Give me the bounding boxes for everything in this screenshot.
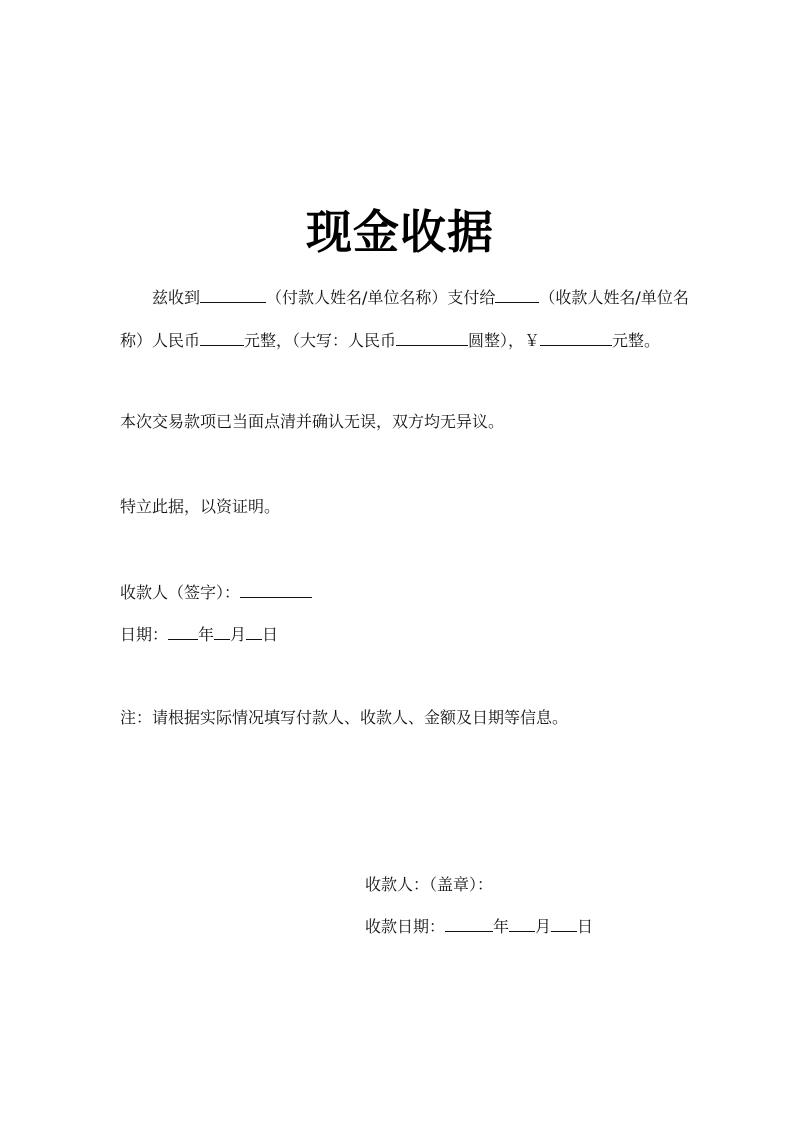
day-blank <box>246 622 262 640</box>
payee-hint-tail: 称）人民币 <box>120 331 201 350</box>
year-blank <box>168 622 198 640</box>
amount-blank <box>200 328 244 346</box>
receipt-day-label: 日 <box>577 917 594 936</box>
receipt-date-label: 收款日期： <box>365 917 446 936</box>
received-from-label: 兹收到 <box>152 288 201 307</box>
amount-figure-blank <box>540 328 612 346</box>
date-line <box>120 622 278 647</box>
signer-label: 收款人（签字）： <box>120 583 241 602</box>
receipt-month-label: 月 <box>535 917 552 936</box>
signer-line <box>120 580 312 605</box>
certification-paragraph: 特立此据，以资证明。 <box>120 497 281 516</box>
receipt-date-line <box>365 914 593 939</box>
date-label: 日期： <box>120 625 169 644</box>
receipt-year-label: 年 <box>493 917 510 936</box>
year-label: 年 <box>198 625 215 644</box>
receipt-day-blank <box>551 914 577 932</box>
receipt-month-blank <box>509 914 535 932</box>
payer-blank <box>200 285 266 303</box>
receipt-body-line-1 <box>120 285 689 310</box>
day-label: 日 <box>262 625 279 644</box>
receipt-year-blank <box>445 914 493 932</box>
payee-hint-text: （收款人姓名/单位名 <box>539 288 689 307</box>
document-title: 现金收据 <box>306 205 494 259</box>
confirmation-paragraph: 本次交易款项已当面点清并确认无误，双方均无异议。 <box>120 412 505 431</box>
amount-end-label: 元整。 <box>612 331 661 350</box>
payer-hint-text: （付款人姓名/单位名称）支付给 <box>266 288 496 307</box>
amount-words-blank <box>396 328 468 346</box>
note-paragraph: 注：请根据实际情况填写付款人、收款人、金额及日期等信息。 <box>120 708 569 727</box>
receipt-body-line-2 <box>120 328 660 353</box>
stamp-line: 收款人：（盖章）： <box>365 875 494 894</box>
amount-symbol-label: 圆整），￥ <box>468 331 541 350</box>
signature-blank <box>240 580 312 598</box>
payee-blank <box>495 285 539 303</box>
amount-words-label: 元整，（大写：人民币 <box>244 331 397 350</box>
month-label: 月 <box>230 625 247 644</box>
month-blank <box>214 622 230 640</box>
